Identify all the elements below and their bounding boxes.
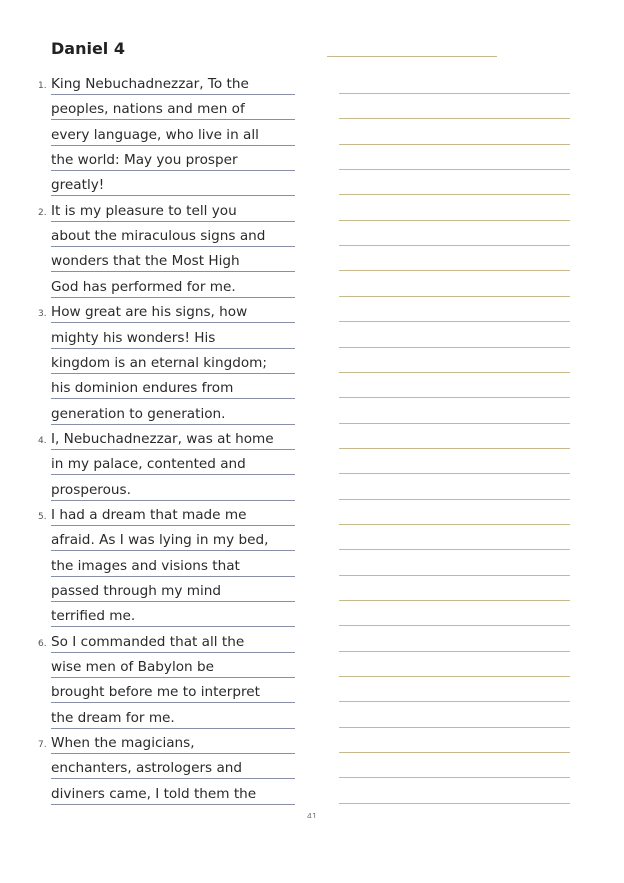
writing-line[interactable] [339, 93, 570, 94]
verse-line [51, 627, 295, 653]
verse-line [51, 170, 295, 196]
verse-line-text: wonders that the Most High [51, 253, 240, 270]
verse-line [51, 348, 295, 374]
writing-line[interactable] [339, 245, 570, 246]
writing-line[interactable] [339, 549, 570, 550]
writing-line[interactable] [339, 625, 570, 626]
verse-line [51, 145, 295, 171]
verse-line-text: When the magicians, [51, 735, 195, 752]
writing-line[interactable] [339, 220, 570, 221]
verse-line-text: mighty his wonders! His [51, 329, 216, 346]
writing-line[interactable] [339, 347, 570, 348]
writing-line[interactable] [339, 270, 570, 271]
verse-line [51, 323, 295, 349]
verse-line [51, 703, 295, 729]
verse-line-text: King Nebuchadnezzar, To the [51, 76, 249, 92]
writing-line[interactable] [339, 701, 570, 702]
verse-line [51, 728, 295, 754]
writing-line[interactable] [339, 194, 570, 195]
writing-line[interactable] [339, 600, 570, 601]
writing-line[interactable] [339, 575, 570, 576]
verse-line-text: peoples, nations and men of [51, 101, 245, 118]
verse-line [51, 120, 295, 146]
verse-line-text: So I commanded that all the [51, 633, 245, 650]
verse-line-text: diviners came, I told them the [51, 785, 257, 802]
writing-line[interactable] [339, 803, 570, 804]
verse-number: 5. [38, 511, 47, 522]
verse-line-text: in my palace, contented and [51, 456, 246, 473]
verse-line-text: I, Nebuchadnezzar, was at home [51, 430, 274, 447]
writing-line[interactable] [339, 372, 570, 373]
verse-line-text: afraid. As I was lying in my bed, [51, 532, 269, 549]
verse-line [51, 94, 295, 120]
verse-line [51, 221, 295, 247]
verse-line [51, 525, 295, 551]
verse-number: 4. [38, 435, 47, 446]
verse-line-text: the dream for me. [51, 709, 175, 726]
verse-number: 1. [38, 81, 47, 91]
verse-line [51, 601, 295, 627]
verse-line-text: about the miraculous signs and [51, 228, 266, 245]
verse-line-text: every language, who live in all [51, 126, 259, 143]
verse-line-text: his dominion endures from [51, 380, 234, 397]
verse-line-text: It is my pleasure to tell you [51, 202, 237, 219]
writing-line[interactable] [339, 473, 570, 474]
verse-line-text: I had a dream that made me [51, 506, 247, 523]
verse-line-text: kingdom is an eternal kingdom; [51, 354, 267, 371]
writing-line[interactable] [339, 752, 570, 753]
verse-line-text: brought before me to interpret [51, 684, 260, 701]
verse-line [51, 449, 295, 475]
verse-number: 3. [38, 309, 47, 320]
writing-line[interactable] [339, 777, 570, 778]
verse-column [0, 0, 310, 883]
verse-line [51, 196, 295, 222]
verse-line-text: wise men of Babylon be [51, 659, 214, 676]
writing-line[interactable] [339, 448, 570, 449]
verse-line-text: terrified me. [51, 608, 136, 625]
verse-line-text: enchanters, astrologers and [51, 760, 243, 777]
verse-line-text: the images and visions that [51, 557, 240, 574]
verse-line [51, 551, 295, 577]
verse-line [51, 779, 295, 805]
writing-line[interactable] [339, 524, 570, 525]
writing-line[interactable] [339, 321, 570, 322]
page-number: 41 [306, 812, 318, 818]
writing-line[interactable] [339, 296, 570, 297]
title-writing-line[interactable] [327, 56, 497, 57]
verse-line [51, 475, 295, 501]
verse-line-text: the world: May you prosper [51, 152, 238, 169]
verse-line [51, 69, 295, 95]
verse-number: 2. [38, 207, 47, 218]
verse-number: 6. [38, 638, 47, 649]
writing-line[interactable] [339, 651, 570, 652]
writing-line[interactable] [339, 397, 570, 398]
writing-line[interactable] [339, 169, 570, 170]
verse-line-text: passed through my mind [51, 583, 222, 599]
verse-line [51, 246, 295, 272]
verse-line [51, 753, 295, 779]
verse-line [51, 652, 295, 678]
writing-line[interactable] [339, 499, 570, 500]
verse-line [51, 576, 295, 602]
verse-line [51, 500, 295, 526]
verse-line-text: How great are his signs, how [51, 304, 248, 321]
page-title: Daniel 4 [51, 39, 125, 58]
verse-number: 7. [38, 740, 47, 751]
verse-line-text: God has performed for me. [51, 278, 236, 295]
verse-line-text: prosperous. [51, 481, 131, 498]
writing-line[interactable] [339, 423, 570, 424]
verse-line-text: greatly! [51, 177, 105, 194]
verse-line [51, 424, 295, 450]
writing-line[interactable] [339, 144, 570, 145]
verse-line [51, 677, 295, 703]
verse-line [51, 399, 295, 425]
writing-line[interactable] [339, 727, 570, 728]
verse-line [51, 297, 295, 323]
writing-line[interactable] [339, 676, 570, 677]
verse-line [51, 272, 295, 298]
verse-line-text: generation to generation. [51, 405, 226, 422]
verse-line [51, 373, 295, 399]
writing-line[interactable] [339, 118, 570, 119]
